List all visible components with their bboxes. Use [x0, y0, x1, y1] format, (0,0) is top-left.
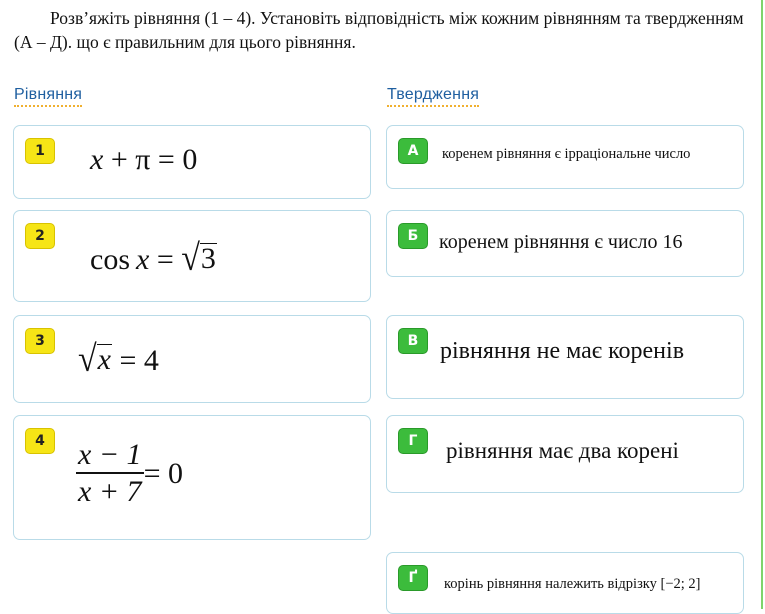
equation-card-2[interactable]	[13, 210, 371, 302]
statement-b-text: коренем рівняння є число 16	[439, 231, 683, 253]
statement-v-text: рівняння не має коренів	[440, 338, 685, 364]
sqrt-symbol: √ x	[78, 339, 111, 380]
equation-card-1[interactable]	[13, 125, 371, 199]
letter-badge-v: В	[398, 328, 428, 354]
number-badge-3: 3	[25, 328, 55, 354]
equation-4: $\frac{x - 1}{x + 7}$ = 0	[78, 438, 183, 508]
number-badge-1: 1	[25, 138, 55, 164]
equations-heading: Рівняння	[14, 86, 82, 107]
statement-g-text: корінь рівняння належить відрізку [−2; 2]	[444, 576, 701, 592]
equation-2: cos x = √ 3	[90, 238, 216, 279]
letter-badge-g: Ґ	[398, 565, 428, 591]
number-badge-2: 2	[25, 223, 55, 249]
number-badge-4: 4	[25, 428, 55, 454]
letter-badge-b: Б	[398, 223, 428, 249]
right-border-line	[761, 0, 763, 609]
statement-card-a[interactable]	[386, 125, 744, 189]
task-instruction: Розв’яжіть рівняння (1 – 4). Установіть відповідність між кожним рівнянням та твердженням (А – Д). що є правильним для цього рівняння.	[14, 8, 744, 52]
letter-badge-a: А	[398, 138, 428, 164]
statements-heading: Твердження	[387, 86, 479, 107]
statement-card-v[interactable]	[386, 315, 744, 399]
sqrt-symbol: √ 3	[181, 238, 216, 279]
statement-card-g[interactable]	[386, 552, 744, 614]
statement-a-text: коренем рівняння є ірраціональне число	[442, 146, 691, 162]
equation-card-4[interactable]	[13, 415, 371, 540]
statement-card-b[interactable]	[386, 210, 744, 277]
letter-badge-h: Г	[398, 428, 428, 454]
statement-card-h[interactable]	[386, 415, 744, 493]
equation-1: x + π = 0	[90, 143, 198, 176]
equation-3: √ x = 4	[78, 339, 159, 380]
equation-card-3[interactable]	[13, 315, 371, 403]
fraction: $\frac{x - 1}{x + 7}$	[78, 438, 142, 508]
statement-h-text: рівняння має два корені	[446, 438, 679, 463]
